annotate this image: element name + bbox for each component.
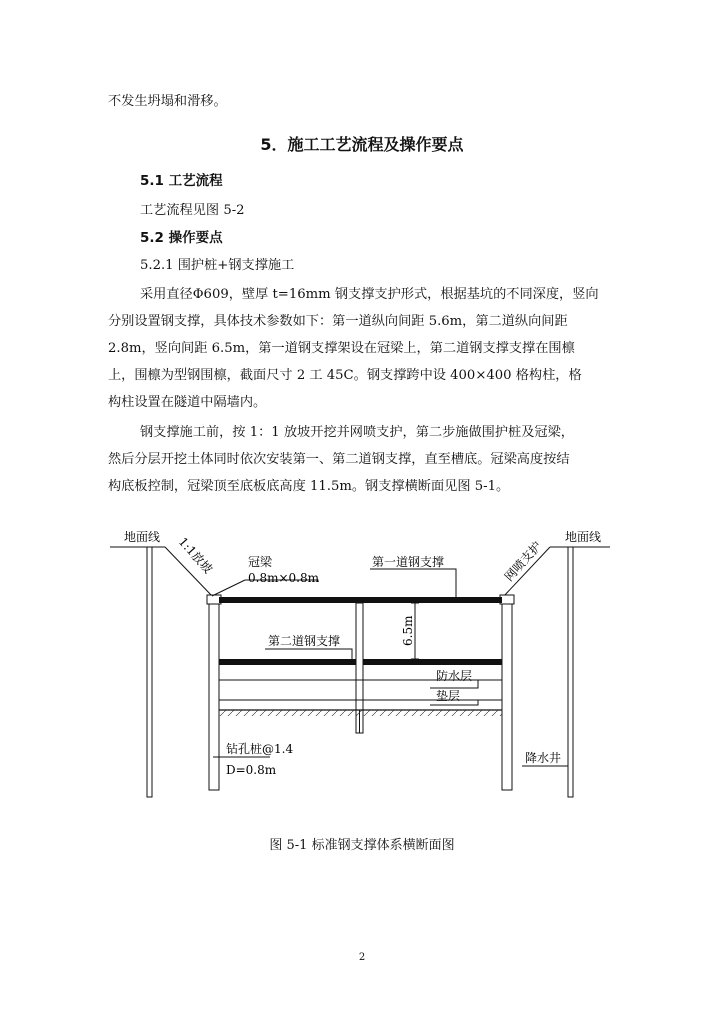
steel-strut-1: [219, 597, 502, 603]
label-height: 6.5m: [401, 615, 415, 646]
label-ground-right: 地面线: [565, 530, 602, 544]
pile-right: [502, 597, 512, 790]
leader-strut1: [370, 569, 456, 597]
label-shotcrete: 网喷支护: [501, 538, 545, 585]
para2-line-2: 然后分层开挖土体同时依次安装第一、第二道钢支撑，直至槽底。冠梁高度按结: [108, 452, 570, 467]
section-heading-5: 5．施工工艺流程及操作要点: [260, 135, 464, 154]
para2-line-3: 构底板控制，冠梁顶至底板底高度 11.5m。钢支撑横断面见图 5-1。: [108, 479, 510, 494]
para1-line-1: 采用直径Φ609，壁厚 t=16mm 钢支撑支护形式，根据基坑的不同深度，竖向: [140, 287, 599, 302]
para1-line-2: 分别设置钢支撑，具体技术参数如下：第一道纵向间距 5.6m，第二道纵向间距: [108, 314, 568, 329]
dewatering-well-right: [568, 547, 573, 797]
label-strut1: 第一道钢支撑: [372, 555, 445, 569]
page-number: 2: [358, 952, 366, 963]
para1-line-5: 构柱设置在隧道中隔墙内。: [108, 395, 267, 410]
label-slope: 1:1放坡: [175, 534, 216, 577]
leader-strut2: [265, 649, 352, 659]
text-line-top: 不发生坍塌和滑移。: [108, 94, 227, 109]
dewatering-well-left: [147, 547, 152, 797]
label-dewater: 降水井: [525, 751, 562, 765]
para1-line-3: 2.8m，竖向间距 6.5m，第一道钢支撑架设在冠梁上，第二道钢支撑支撑在围檩: [108, 341, 575, 356]
label-strut2: 第二道钢支撑: [268, 634, 341, 648]
label-pile-d: D=0.8m: [226, 763, 277, 777]
label-pile: 钻孔桩@1.4: [226, 742, 294, 756]
crown-beam-left: [207, 595, 221, 604]
label-cushion: 垫层: [436, 689, 461, 703]
label-waterproof: 防水层: [436, 669, 473, 683]
label-crown-beam: 冠梁: [248, 555, 273, 569]
subheading-5-2-1: 5.2.1 围护桩+钢支撑施工: [140, 258, 295, 273]
label-ground-left: 地面线: [124, 530, 161, 544]
crown-beam-right: [500, 595, 514, 604]
para1-line-4: 上，围檩为型钢围檩，截面尺寸 2 工 45C。钢支撑跨中设 400×400 格构柱，格: [108, 368, 582, 383]
para2-line-1: 钢支撑施工前，按 1：1 放坡开挖并网喷支护，第二步施做围护桩及冠梁，: [140, 425, 574, 440]
subheading-5-2: 5.2 操作要点: [140, 230, 223, 246]
label-crown-size: 0.8m×0.8m: [248, 571, 319, 585]
soil-hatch: [219, 710, 502, 716]
pile-left: [209, 597, 219, 790]
paragraph-5-1: 工艺流程见图 5-2: [140, 203, 245, 218]
subheading-5-1: 5.1 工艺流程: [140, 173, 223, 189]
figure-caption: 图 5-1 标准钢支撑体系横断面图: [269, 838, 455, 853]
